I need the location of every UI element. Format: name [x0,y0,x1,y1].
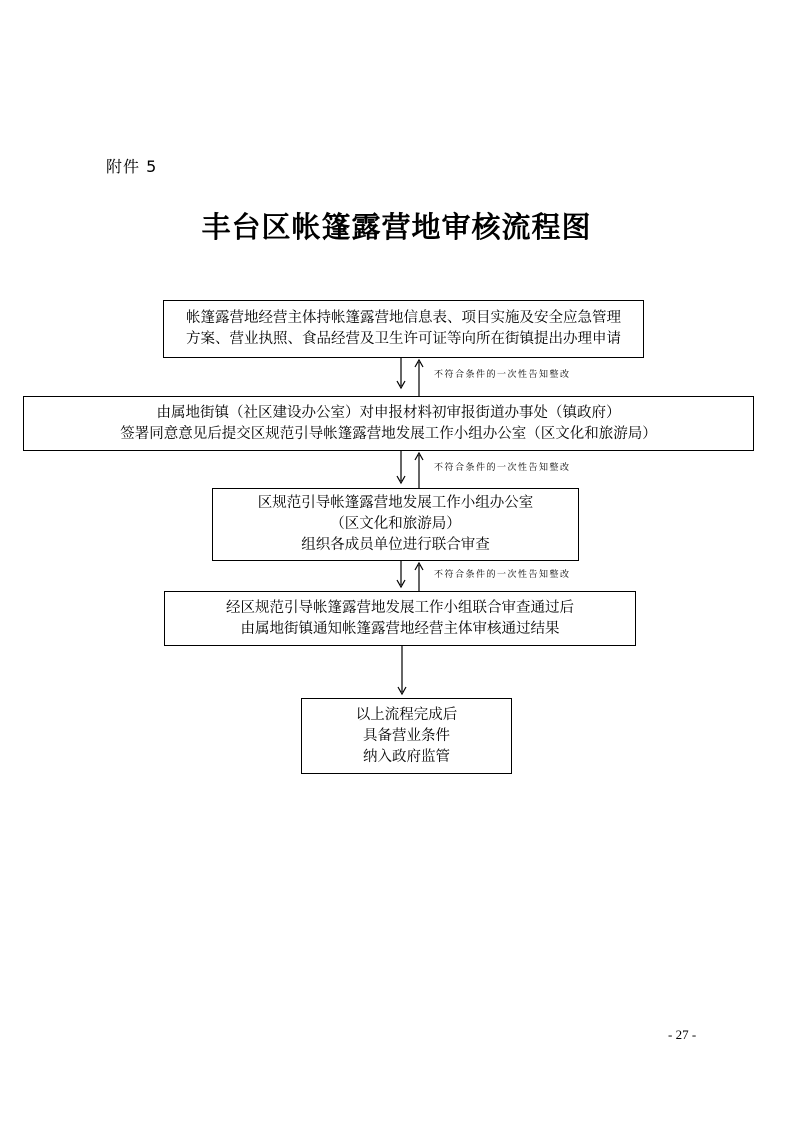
return-note-1: 不符合条件的一次性告知整改 [434,370,571,380]
step-3-line-1: 区规范引导帐篷露营地发展工作小组办公室 [257,495,534,511]
page-title: 丰台区帐篷露营地审核流程图 [201,210,592,244]
step-3-line-2: （区文化和旅游局） [330,516,461,532]
step-4-line-1: 经区规范引导帐篷露营地发展工作小组联合审查通过后 [226,599,574,616]
attachment-label: 附件 5 [106,157,158,176]
return-note-3: 不符合条件的一次性告知整改 [434,570,571,580]
step-5-line-2: 具备营业条件 [363,727,450,744]
step-4-line-2: 由属地街镇通知帐篷露营地经营主体审核通过结果 [240,620,560,637]
page-number: - 27 - [668,1027,697,1042]
step-5-line-3: 纳入政府监管 [363,748,450,765]
step-2-line-1: 由属地街镇（社区建设办公室）对申报材料初审报街道办事处（镇政府） [156,404,621,421]
return-note-2: 不符合条件的一次性告知整改 [434,463,571,473]
step-2-line-2: 签署同意意见后提交区规范引导帐篷露营地发展工作小组办公室（区文化和旅游局） [120,425,657,442]
step-3-line-3: 组织各成员单位进行联合审查 [301,537,490,553]
step-1-line-2: 方案、营业执照、食品经营及卫生许可证等向所在街镇提出办理申请 [186,331,621,347]
step-1-line-1: 帐篷露营地经营主体持帐篷露营地信息表、项目实施及安全应急管理 [186,310,621,326]
step-5-line-1: 以上流程完成后 [355,706,458,723]
